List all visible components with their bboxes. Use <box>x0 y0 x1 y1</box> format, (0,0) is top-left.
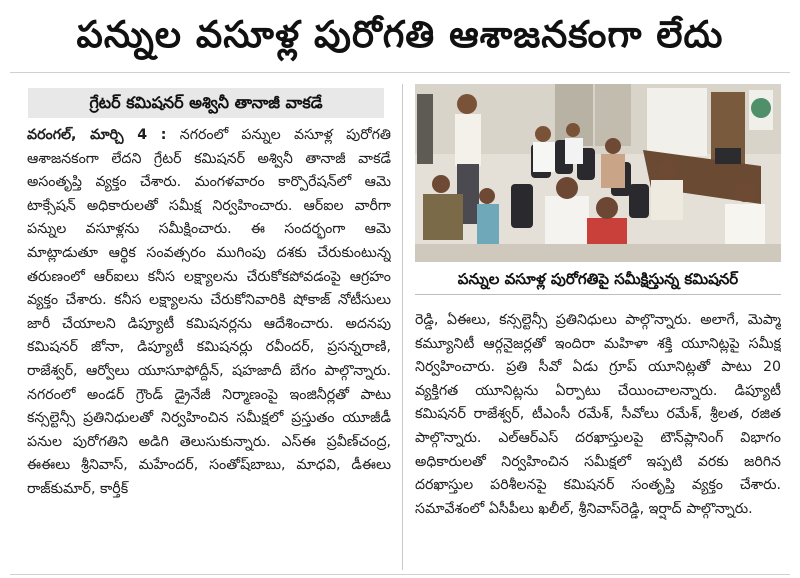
column-divider <box>402 84 403 570</box>
top-rule <box>10 72 790 73</box>
bottom-rule <box>10 574 790 575</box>
article-body-right <box>415 309 781 567</box>
photo-caption: పన్నుల వసూళ్ల పురోగతిపై సమీక్షిస్తున్న కమిషనర్ <box>415 264 781 295</box>
subheadline: గ్రేటర్ కమిషనర్ అశ్వినీ తానాజీ వాకడే <box>28 88 384 118</box>
dateline: వరంగల్, మార్చి 4 : <box>27 127 167 143</box>
news-photo <box>415 84 781 262</box>
body-right-text: రెడ్డి, ఏఈలు, కన్సల్టెన్సీ ప్రతినిధులు పాల్గొన్నారు. అలాగే, మెప్మా కమ్యూనిటీ ఆర్గనైజర్లతో ఇందిరా మహిళా శక్తి యూనిట్లపై సమీక్ష నిర్వహించారు. ప్రతి సీవో ఏడు గ్రూప్ యూనిట్లతో పాటు 20 వ్యక్తిగత యూనిట్లను ఏర్పాటు చేయించాలన్నారు. డిప్యూటీ కమిషనర్ రాజేశ్వర్, టీఎంసీ రమేశ్, సీవోలు రమేశ్, శ్రీలత, రజిత పాల్గొన్నారు. ఎల్ఆర్ఎస్ దరఖాస్తులపై టౌన్‌ప్లానింగ్ విభాగం అధికారులతో నిర్వహించిన సమీక్షలో ఇప్పటి వరకు జరిగిన దరఖాస్తుల పరిశీలనపై కమిషనర్ సంతృప్తి వ్యక్తం చేశారు. సమావేశంలో ఏసీపీలు ఖలీల్, శ్రీనివాస్‌రెడ్డి, ఇర్షాద్ పాల్గొన్నారు. <box>415 312 781 517</box>
article-body-left <box>27 124 391 570</box>
body-left-text: నగరంలో పన్నుల వసూళ్ల పురోగతి ఆశాజనకంగా లేదని గ్రేటర్ కమిషనర్ అశ్వినీ తానాజీ వాకడే అసంతృప్తి వ్యక్తం చేశారు. మంగళవారం కార్పొరేషన్‌లో ఆమె టాక్సేషన్ అధికారులతో సమీక్ష నిర్వహించారు. ఆర్ఐల వారీగా పన్నుల వసూళ్లను సమీక్షించారు. ఈ సందర్భంగా ఆమె మాట్లాడుతూ ఆర్థిక సంవత్సరం ముగింపు దశకు చేరుకుంటున్న తరుణంలో ఆర్ఐలు కనీస లక్ష్యాలను చేరుకోకపోవడంపై ఆగ్రహం వ్యక్తం చేశారు. కనీస లక్ష్యాలను చేరుకోనివారికి షోకాజ్ నోటీసులు జారీ చేయాలని డిప్యూటీ కమిషనర్లను ఆదేశించారు. అదనపు కమిషనర్ జోనా, డిప్యూటీ కమిషనర్లు రవీందర్, ప్రసన్నరాణి, రాజేశ్వర్, ఆర్వోలు యూసూఫోద్దీన్, షహజాదీ బేగం పాల్గొన్నారు. నగరంలో అండర్ గ్రౌండ్ డ్రైనేజీ నిర్మాణంపై ఇంజినీర్లతో పాటు కన్సల్టెన్సీ ప్రతినిధులతో నిర్వహించిన సమీక్షలో ప్రస్తుతం యూజీడీ పనుల పురోగతిని అడిగి తెలుసుకున్నారు. ఎస్ఈ ప్రవీణ్‌చంద్ర, ఈఈలు శ్రీనివాస్, మహేందర్, సంతోష్‌బాబు, మాధవి, డీఈలు రాజ్‌కుమార్, కార్తీక్ <box>27 127 391 497</box>
headline: పన్నుల వసూళ్ల పురోగతి ఆశాజనకంగా లేదు <box>76 13 724 56</box>
